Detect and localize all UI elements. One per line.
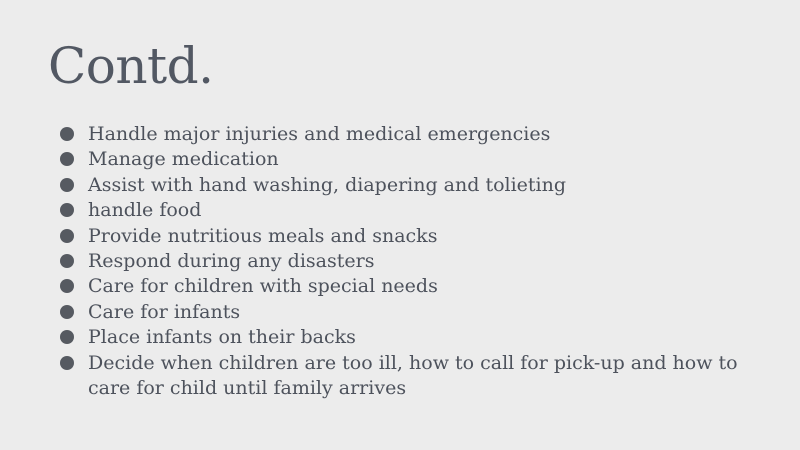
list-item-text: Manage medication (88, 148, 279, 171)
list-item (60, 198, 760, 223)
list-item (60, 325, 760, 350)
bullet-icon (60, 356, 74, 370)
bullet-icon (60, 229, 74, 243)
list-item (60, 351, 760, 402)
list-item-text: Care for infants (88, 300, 241, 323)
list-item-text: Assist with hand washing, diapering and tolieting (88, 173, 567, 196)
list-item-text: Place infants on their backs (88, 326, 356, 349)
list-item (60, 249, 760, 274)
slide-title: Contd. (48, 37, 214, 95)
list-item-text: handle food (88, 199, 202, 222)
list-item-text: Respond during any disasters (88, 250, 375, 273)
bullet-icon (60, 203, 74, 217)
list-item (60, 300, 760, 325)
list-item (60, 274, 760, 299)
list-item-text: Handle major injuries and medical emergencies (88, 123, 551, 145)
list-item (60, 173, 760, 198)
bullet-icon (60, 305, 74, 319)
list-item-text: Provide nutritious meals and snacks (88, 224, 438, 247)
bullet-icon (60, 152, 74, 166)
list-item-text: Decide when children are too ill, how to call for pick-up and how to care for child until family arrives (88, 351, 738, 400)
bullet-list (60, 122, 760, 401)
bullet-icon (60, 178, 74, 192)
list-item-text: Care for children with special needs (88, 275, 438, 298)
bullet-icon (60, 254, 74, 268)
bullet-icon (60, 279, 74, 293)
list-item (60, 224, 760, 249)
bullet-icon (60, 127, 74, 141)
list-item (60, 122, 760, 147)
bullet-icon (60, 330, 74, 344)
list-item (60, 147, 760, 172)
